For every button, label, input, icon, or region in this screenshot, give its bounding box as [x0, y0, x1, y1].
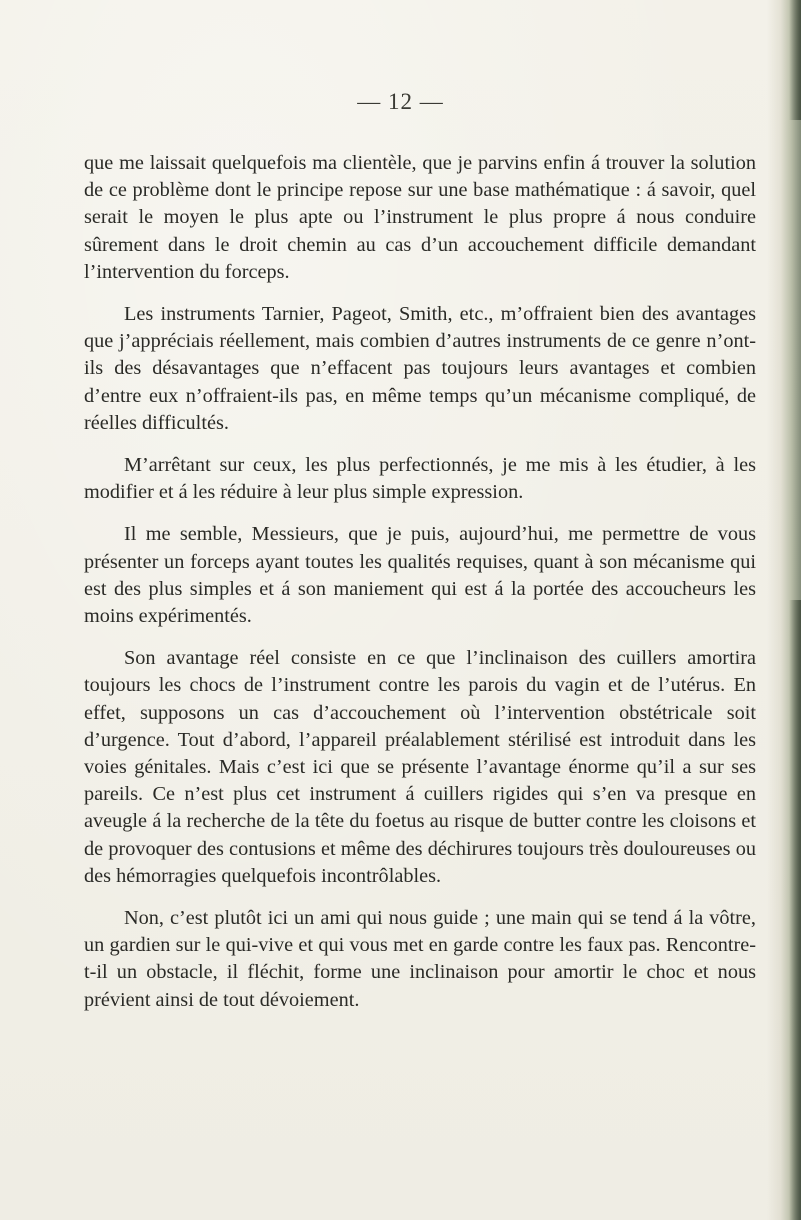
paragraph: M’arrêtant sur ceux, les plus perfectionnés, je me mis à les étudier, à les modifier et á les réduire à leur plus simple expression. — [84, 454, 756, 504]
paragraph: que me laissait quelquefois ma clientèle, que je parvins enfin á trouver la solution de ce problème dont le principe repose sur une base mathématique : á savoir, quel serait le moyen le plus apte ou l’instrument le plus propre á nous conduire sûrement dans le droit chemin au cas d’un accouchement difficile demandant l’intervention du forceps. — [84, 152, 756, 283]
paragraph: Les instruments Tarnier, Pageot, Smith, etc., m’offraient bien des avantages que j’appréciais réellement, mais combien d’autres instruments de ce genre n’ont-ils des désavantages que n’effacent pas toujours leurs avantages et combien d’entre eux n’offraient-ils pas, en même temps qu’un mécanisme compliqué, de réelles difficultés. — [84, 303, 756, 434]
page-edge-dark-bottom — [789, 600, 801, 1220]
body-text — [84, 150, 756, 1029]
page-number: — 12 — — [357, 89, 444, 114]
paragraph: Son avantage réel consiste en ce que l’inclinaison des cuillers amortira toujours les chocs de l’instrument contre les parois du vagin et de l’utérus. En effet, supposons un cas d’accouchement où l’intervention obstétricale soit d’urgence. Tout d’abord, l’appareil préalablement stérilisé est introduit dans les voies génitales. Mais c’est ici que se présente l’avantage énorme qu’il a sur ses pareils. Ce n’est plus cet instrument á cuillers rigides qui s’en va presque en aveugle á la recherche de la tête du foetus au risque de butter contre les cloisons et de provoquer des contusions et même des déchirures toujours très douloureuses ou des hémorragies quelquefois incontrôlables. — [84, 647, 756, 887]
paragraph: Non, c’est plutôt ici un ami qui nous guide ; une main qui se tend á la vôtre, un gardien sur le qui-vive et qui vous met en garde contre les faux pas. Rencontre-t-il un obstacle, il fléchit, forme une inclinaison pour amortir le choc et nous prévient ainsi de tout dévoiement. — [84, 907, 756, 1011]
paragraph: Il me semble, Messieurs, que je puis, aujourd’hui, me permettre de vous présenter un forceps ayant toutes les qualités requises, quant à son mécanisme qui est des plus simples et á son maniement qui est á la portée des accoucheurs les moins expérimentés. — [84, 523, 756, 628]
